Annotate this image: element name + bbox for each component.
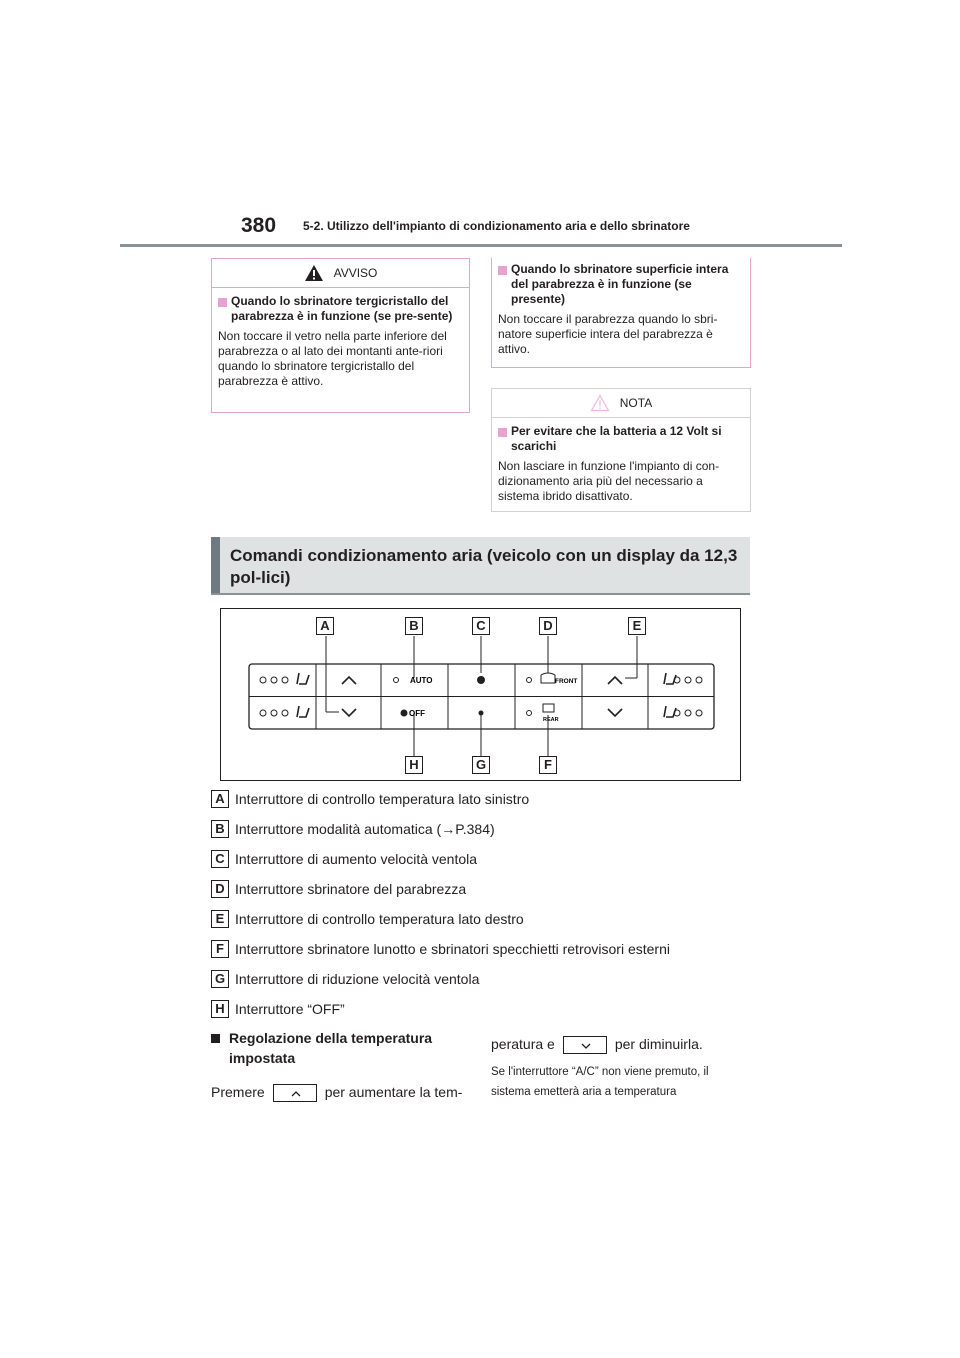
legend-letter: G	[211, 970, 229, 988]
legend-letter: B	[211, 820, 229, 838]
warning-text: Non toccare il vetro nella parte inferiore del parabrezza o al lato dei montanti ante-riori quando lo sbrinatore tergicristallo del parabrezza è attivo.	[218, 329, 447, 388]
warning-heading: Quando lo sbrinatore tergicristallo del parabrezza è in funzione (se pre-sente)	[231, 294, 453, 323]
note-heading: Per evitare che la batteria a 12 Volt si scarichi	[511, 424, 722, 453]
legend-letter: A	[211, 790, 229, 808]
temp-section-right	[491, 1034, 751, 1102]
legend-text: Interruttore sbrinatore lunotto e sbrinatori specchietti retrovisori esterni	[235, 941, 670, 957]
callout-d: D	[539, 617, 557, 635]
legend-text: Interruttore di riduzione velocità ventola	[235, 971, 480, 987]
section-heading: Comandi condizionamento aria (veicolo con un display da 12,3 pol-lici)	[211, 537, 750, 593]
callout-h: H	[405, 756, 423, 774]
bullet-square-icon	[498, 428, 507, 437]
callout-a: A	[316, 617, 334, 635]
legend-text: Interruttore sbrinatore del parabrezza	[235, 881, 467, 897]
temp-section-left	[211, 1028, 471, 1102]
legend-text: Interruttore di aumento velocità ventola	[235, 851, 478, 867]
legend-item	[211, 850, 477, 868]
legend-item	[211, 910, 524, 928]
section-rule	[211, 593, 750, 595]
legend-item	[211, 970, 479, 988]
legend-text: Interruttore modalità automatica (→P.384)	[235, 821, 495, 837]
callout-b: B	[405, 617, 423, 635]
legend-letter: H	[211, 1000, 229, 1018]
legend-item	[211, 790, 529, 808]
callout-g: G	[472, 756, 490, 774]
callout-f: F	[539, 756, 557, 774]
caution-triangle-icon	[590, 394, 610, 412]
temp-down-button-icon	[563, 1036, 607, 1054]
off-label: OFF	[409, 709, 425, 718]
warning-box-title: AVVISO	[333, 266, 378, 280]
legend-item	[211, 1000, 345, 1018]
bullet-square-icon	[211, 1034, 220, 1043]
temp-left-post: per aumentare la tem-	[324, 1084, 463, 1100]
note-box	[491, 388, 751, 512]
legend-text: Interruttore “OFF”	[235, 1001, 345, 1017]
legend-letter: D	[211, 880, 229, 898]
page-number: 380	[241, 214, 277, 237]
warning-right-text: Non toccare il parabrezza quando lo sbri-natore superficie intera del parabrezza è attivo.	[498, 312, 718, 356]
warning-box	[211, 258, 470, 413]
note-box-title: NOTA	[619, 396, 653, 410]
legend-letter: F	[211, 940, 229, 958]
bullet-square-icon	[498, 266, 507, 275]
auto-label: AUTO	[410, 676, 433, 685]
temp-left-pre: Premere	[211, 1084, 265, 1100]
legend-letter: E	[211, 910, 229, 928]
legend-item	[211, 820, 495, 838]
callout-c: C	[472, 617, 490, 635]
legend-item	[211, 940, 670, 958]
legend-text: Interruttore di controllo temperatura lato destro	[235, 911, 524, 927]
header-rule	[120, 244, 842, 247]
warning-box-header	[212, 259, 469, 288]
legend-text: Interruttore di controllo temperatura lato sinistro	[235, 791, 530, 807]
warning-triangle-icon	[304, 264, 324, 282]
callout-e: E	[628, 617, 646, 635]
warning-right-heading: Quando lo sbrinatore superficie intera del parabrezza è in funzione (se presente)	[511, 262, 729, 306]
bullet-square-icon	[218, 298, 227, 307]
temp-heading: Regolazione della temperatura impostata	[229, 1030, 433, 1066]
note-text: Non lasciare in funzione l'impianto di con-dizionamento aria più del necessario a sistema ibrido disattivato.	[498, 459, 720, 503]
chapter-title: 5-2. Utilizzo dell'impianto di condizionamento aria e dello sbrinatore	[303, 219, 690, 233]
temp-right-post: per diminuirla.	[614, 1036, 703, 1052]
legend-letter: C	[211, 850, 229, 868]
rear-label: REAR	[543, 717, 559, 723]
legend-item	[211, 880, 466, 898]
climate-panel-figure	[220, 608, 741, 781]
temp-up-button-icon	[273, 1084, 317, 1102]
warning-box-right	[491, 258, 751, 368]
temp-note: Se l'interruttore “A/C” non viene premuto, il sistema emetterà aria a temperatura	[491, 1066, 709, 1099]
note-box-header	[492, 389, 750, 418]
front-label: FRONT	[555, 678, 578, 685]
temp-right-pre: peratura e	[491, 1036, 555, 1052]
